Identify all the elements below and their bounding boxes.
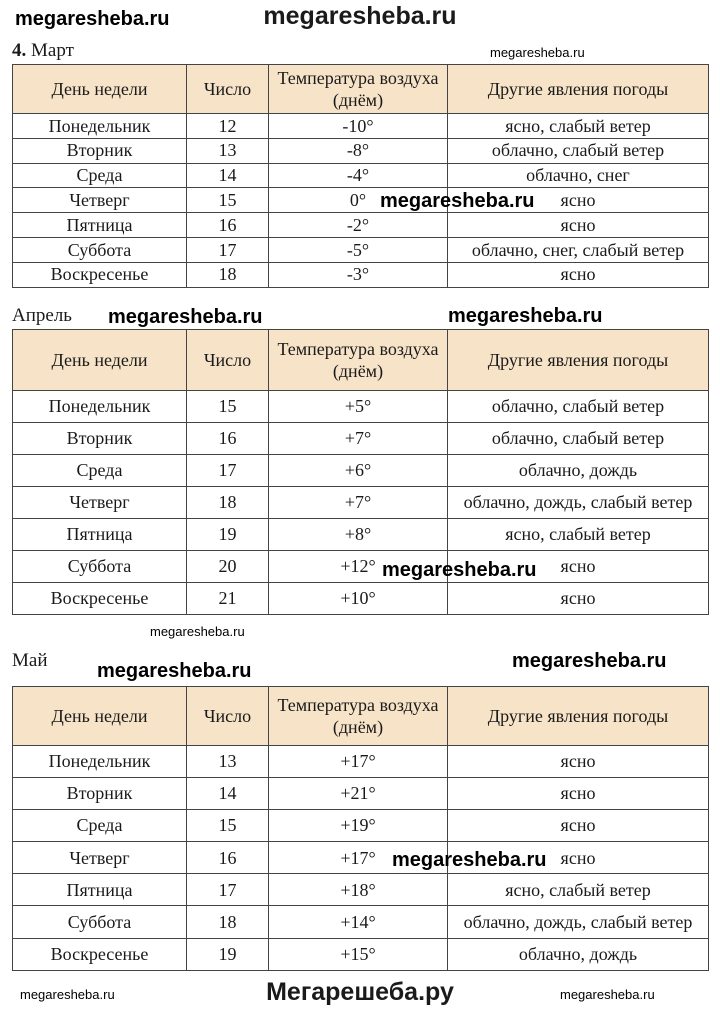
weather-cell: облачно, снег [448,163,709,188]
watermark: megaresheba.ru [108,306,263,328]
temperature-cell: +10° [269,583,448,615]
weather-table-april [12,329,709,615]
table-row [13,163,709,188]
watermark: megaresheba.ru [20,987,115,1002]
table-row [13,423,709,455]
day-cell: Воскресенье [13,583,187,615]
table-row [13,746,709,778]
table-row [13,455,709,487]
table-row [13,874,709,906]
task-label [12,40,74,62]
temperature-cell: -4° [269,163,448,188]
temperature-cell: +17° [269,746,448,778]
table-row [13,188,709,213]
temperature-cell: +7° [269,423,448,455]
weather-cell: облачно, снег, слабый ветер [448,237,709,262]
date-cell: 16 [187,423,269,455]
watermark: megaresheba.ru [380,190,535,212]
date-cell: 18 [187,906,269,938]
temperature-cell: +18° [269,874,448,906]
date-cell: 20 [187,551,269,583]
temperature-cell: +19° [269,810,448,842]
temperature-cell: +14° [269,906,448,938]
table-row [13,519,709,551]
day-cell: Понедельник [13,114,187,139]
weather-cell: ясно [448,188,709,213]
day-cell: Понедельник [13,746,187,778]
date-cell: 19 [187,519,269,551]
weather-cell: ясно [448,842,709,874]
day-cell: Суббота [13,237,187,262]
weather-cell: облачно, дождь, слабый ветер [448,906,709,938]
weather-header: Другие явления погоды [448,330,709,391]
weather-cell: ясно, слабый ветер [448,114,709,139]
weather-cell: ясно [448,746,709,778]
watermark: megaresheba.ru [490,45,585,60]
temperature-cell: +6° [269,455,448,487]
table-row [13,138,709,163]
date-cell: 17 [187,237,269,262]
day-cell: Пятница [13,213,187,238]
temperature-cell: +12° [269,551,448,583]
table-row [13,583,709,615]
day-cell: Среда [13,810,187,842]
date-cell: 17 [187,874,269,906]
day-cell: Понедельник [13,391,187,423]
weather-header: Другие явления погоды [448,65,709,114]
number-header: Число [187,687,269,746]
weather-cell: облачно, слабый ветер [448,423,709,455]
weather-header: Другие явления погоды [448,687,709,746]
date-cell: 17 [187,455,269,487]
weather-cell: ясно [448,778,709,810]
watermark: megaresheba.ru [97,660,252,682]
task-number: 4. [12,40,27,61]
day-cell: Среда [13,455,187,487]
table-row [13,262,709,287]
day-cell: Вторник [13,778,187,810]
date-cell: 13 [187,138,269,163]
temperature-cell: -8° [269,138,448,163]
day-cell: Пятница [13,519,187,551]
date-cell: 15 [187,810,269,842]
temperature-cell: +8° [269,519,448,551]
weather-cell: облачно, слабый ветер [448,138,709,163]
temperature-cell: -2° [269,213,448,238]
table-row [13,938,709,970]
day-cell: Суббота [13,906,187,938]
table-row [13,551,709,583]
number-header: Число [187,330,269,391]
month-label: Март [31,40,74,61]
day-cell: Суббота [13,551,187,583]
temperature-cell: -5° [269,237,448,262]
day-header: День недели [13,330,187,391]
date-cell: 21 [187,583,269,615]
table-row [13,810,709,842]
temperature-header: Температура воздуха (днём) [269,687,448,746]
watermark: megaresheba.ru [392,849,547,871]
weather-cell: ясно [448,551,709,583]
date-cell: 15 [187,188,269,213]
watermark: megaresheba.ru [382,559,537,581]
date-cell: 18 [187,487,269,519]
date-cell: 19 [187,938,269,970]
day-cell: Вторник [13,138,187,163]
day-cell: Четверг [13,842,187,874]
weather-cell: ясно, слабый ветер [448,874,709,906]
table-row [13,842,709,874]
temperature-cell: -10° [269,114,448,139]
month-label: Апрель [12,305,72,326]
date-cell: 18 [187,262,269,287]
date-cell: 16 [187,842,269,874]
table-row [13,778,709,810]
weather-cell: ясно [448,810,709,842]
weather-cell: ясно [448,583,709,615]
number-header: Число [187,65,269,114]
day-cell: Вторник [13,423,187,455]
month-label: Май [12,650,48,671]
site-header: megaresheba.ru [263,2,457,30]
day-cell: Воскресенье [13,938,187,970]
table-row [13,391,709,423]
temperature-cell: +7° [269,487,448,519]
watermark: megaresheba.ru [512,650,667,672]
weather-table-may [12,686,709,971]
day-cell: Среда [13,163,187,188]
day-cell: Четверг [13,487,187,519]
date-cell: 14 [187,163,269,188]
weather-cell: ясно [448,213,709,238]
temperature-cell: +17° [269,842,448,874]
weather-cell: облачно, дождь [448,455,709,487]
weather-table-march [12,64,709,288]
day-cell: Пятница [13,874,187,906]
weather-cell: облачно, слабый ветер [448,391,709,423]
day-header: День недели [13,65,187,114]
weather-cell: облачно, дождь [448,938,709,970]
day-header: День недели [13,687,187,746]
site-footer: Мегарешеба.ру [266,978,454,1006]
table-row [13,213,709,238]
table-row [13,114,709,139]
weather-cell: ясно [448,262,709,287]
temperature-cell: +21° [269,778,448,810]
watermark: megaresheba.ru [448,305,603,327]
temperature-cell: +15° [269,938,448,970]
day-cell: Воскресенье [13,262,187,287]
watermark: megaresheba.ru [560,987,655,1002]
table-row [13,487,709,519]
table-row [13,906,709,938]
weather-cell: облачно, дождь, слабый ветер [448,487,709,519]
date-cell: 12 [187,114,269,139]
temperature-header: Температура воздуха (днём) [269,330,448,391]
table-row [13,237,709,262]
temperature-cell: -3° [269,262,448,287]
date-cell: 14 [187,778,269,810]
watermark: megaresheba.ru [15,8,170,30]
date-cell: 15 [187,391,269,423]
watermark: megaresheba.ru [150,624,245,639]
weather-cell: ясно, слабый ветер [448,519,709,551]
temperature-cell: 0° [269,188,448,213]
date-cell: 13 [187,746,269,778]
day-cell: Четверг [13,188,187,213]
date-cell: 16 [187,213,269,238]
temperature-cell: +5° [269,391,448,423]
temperature-header: Температура воздуха (днём) [269,65,448,114]
